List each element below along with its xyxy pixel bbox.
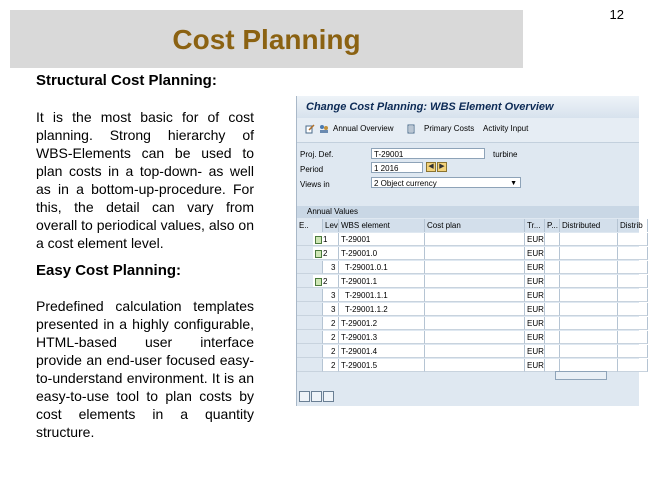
currency-cell: EUR — [527, 235, 544, 244]
hierarchy-node-icon[interactable] — [315, 250, 322, 258]
currency-cell: EUR — [527, 263, 544, 272]
table-row[interactable] — [297, 345, 639, 359]
currency-cell: EUR — [527, 305, 544, 314]
level-cell — [323, 345, 339, 358]
wbs-cell[interactable]: T-29001 — [339, 233, 425, 246]
cost-plan-cell[interactable] — [425, 275, 525, 288]
level-cell — [313, 275, 339, 288]
period-prev-button[interactable]: ◀ — [426, 162, 436, 172]
currency-cell: EUR — [527, 347, 544, 356]
distrib-cell — [618, 331, 648, 344]
wbs-cell[interactable]: T-29001.3 — [339, 331, 425, 344]
level-cell — [323, 331, 339, 344]
p-cell — [545, 261, 560, 274]
cost-plan-cell[interactable] — [425, 331, 525, 344]
select-icon[interactable] — [311, 391, 322, 402]
proj-def-description: turbine — [493, 150, 518, 159]
col-header-lev[interactable]: Lev — [325, 221, 338, 230]
distrib-cell — [618, 261, 648, 274]
cost-plan-cell[interactable] — [425, 233, 525, 246]
p-cell — [545, 303, 560, 316]
table-row[interactable] — [297, 233, 639, 247]
currency-cell: EUR — [527, 319, 544, 328]
grid-icon[interactable] — [299, 391, 310, 402]
p-cell — [545, 247, 560, 260]
distributed-cell — [560, 331, 618, 344]
col-header-distrib[interactable]: Distrib — [618, 219, 648, 232]
distributed-cell — [560, 289, 618, 302]
distributed-cell — [560, 247, 618, 260]
level-text: 2 — [331, 347, 336, 356]
grid-title — [297, 206, 639, 218]
cost-plan-cell[interactable] — [425, 261, 525, 274]
level-cell — [323, 359, 339, 372]
currency-cell: EUR — [527, 249, 544, 258]
level-cell — [313, 247, 339, 260]
distributed-cell — [560, 233, 618, 246]
level-cell — [323, 261, 339, 274]
level-text: 2 — [323, 277, 328, 286]
distrib-cell — [618, 359, 648, 372]
table-row[interactable] — [297, 331, 639, 345]
paragraph-easy: Predefined calculation templates presented in a highly configurable, HTML-based user interface provide an end-user focused easy-to-understand environment. It is an easy-to-use tool to plan costs by cost elements in a quantity structure. — [36, 298, 254, 440]
col-header-wbs[interactable]: WBS element — [339, 219, 425, 232]
cost-plan-cell[interactable] — [425, 247, 525, 260]
people-icon[interactable] — [319, 124, 329, 134]
currency-cell: EUR — [527, 291, 544, 300]
level-text: 2 — [331, 361, 336, 370]
wbs-cell[interactable]: T-29001.4 — [339, 345, 425, 358]
bottom-toolbar — [299, 391, 335, 404]
distrib-cell — [618, 247, 648, 260]
distrib-cell — [618, 275, 648, 288]
table-row[interactable] — [297, 247, 639, 261]
grid-header — [297, 219, 643, 232]
distributed-cell — [560, 275, 618, 288]
distrib-cell — [618, 317, 648, 330]
col-header-cost-plan[interactable]: Cost plan — [425, 219, 525, 232]
cost-plan-cell[interactable] — [425, 359, 525, 372]
proj-def-field[interactable]: T-29001 — [371, 148, 485, 159]
p-cell — [545, 345, 560, 358]
period-next-button[interactable]: ▶ — [437, 162, 447, 172]
hierarchy-node-icon[interactable] — [315, 278, 322, 286]
sap-title-text: Change Cost Planning: WBS Element Overview — [306, 101, 554, 113]
slide-title: Cost Planning — [172, 24, 361, 55]
table-row[interactable] — [297, 261, 639, 275]
level-cell — [323, 289, 339, 302]
col-header-distributed[interactable]: Distributed — [560, 219, 618, 232]
sap-toolbar — [297, 118, 639, 143]
paragraph-structural: It is the most basic for of cost planning. Strong hierarchy of WBS-Elements can be used to plan costs in a top-down- as well as in a bottom-up-procedure. For this, the detail can vary from overall to periodical values, also on a cost element level. — [36, 109, 254, 251]
row-selector[interactable] — [297, 317, 323, 330]
period-field[interactable]: 1 2016 — [371, 162, 423, 173]
wbs-cell[interactable]: T-29001.2 — [339, 317, 425, 330]
document-icon[interactable] — [406, 124, 416, 134]
edit-icon[interactable] — [305, 124, 315, 134]
details-icon[interactable] — [323, 391, 334, 402]
sap-window-title — [297, 96, 639, 119]
p-cell — [545, 289, 560, 302]
level-text: 3 — [331, 291, 336, 300]
wbs-cell[interactable]: T-29001.0 — [339, 247, 425, 260]
wbs-cell[interactable]: T-29001.1.1 — [339, 289, 425, 302]
row-selector[interactable] — [297, 261, 323, 274]
wbs-cell[interactable]: T-29001.5 — [339, 359, 425, 372]
distrib-cell — [618, 289, 648, 302]
row-selector[interactable] — [297, 331, 323, 344]
col-header-e[interactable]: E.. — [297, 219, 323, 232]
sap-screenshot — [296, 96, 643, 406]
table-row[interactable] — [297, 289, 639, 303]
p-cell — [545, 275, 560, 288]
p-cell — [545, 233, 560, 246]
level-cell — [323, 303, 339, 316]
slide-title-bar — [10, 10, 523, 68]
period-label: Period — [300, 165, 324, 174]
table-row[interactable] — [297, 303, 639, 317]
level-text: 1 — [323, 235, 328, 244]
p-cell — [545, 331, 560, 344]
views-in-value: 2 Object currency — [374, 179, 437, 188]
cost-plan-cell[interactable] — [425, 317, 525, 330]
views-in-label: Views in — [300, 180, 330, 189]
level-text: 2 — [323, 249, 328, 258]
currency-cell: EUR — [527, 333, 544, 342]
distributed-cell — [560, 303, 618, 316]
distrib-cell — [618, 233, 648, 246]
col-header-tr[interactable]: Tr... — [525, 219, 545, 232]
activity-input-button[interactable]: Activity Input — [483, 124, 529, 133]
grid-title-text: Annual Values — [307, 207, 358, 216]
row-selector[interactable] — [297, 345, 323, 358]
horizontal-scrollbar[interactable] — [555, 371, 607, 380]
table-row[interactable] — [297, 275, 639, 289]
table-row[interactable] — [297, 317, 639, 331]
proj-def-label: Proj. Def. — [300, 150, 334, 159]
level-cell — [323, 317, 339, 330]
row-selector[interactable] — [297, 359, 323, 372]
wbs-cell[interactable]: T-29001.0.1 — [339, 261, 425, 274]
level-text: 3 — [331, 305, 336, 314]
slide-number: 12 — [609, 7, 624, 22]
wbs-cell[interactable]: T-29001.1 — [339, 275, 425, 288]
annual-overview-button[interactable]: Annual Overview — [333, 124, 394, 133]
level-text: 2 — [331, 333, 336, 342]
heading-easy: Easy Cost Planning: — [36, 262, 182, 279]
distributed-cell — [560, 345, 618, 358]
cost-plan-cell[interactable] — [425, 345, 525, 358]
p-cell — [545, 317, 560, 330]
col-header-p[interactable]: P... — [545, 219, 560, 232]
chevron-down-icon[interactable]: ▼ — [510, 180, 517, 187]
hierarchy-node-icon[interactable] — [315, 236, 322, 244]
distrib-cell — [618, 345, 648, 358]
level-text: 2 — [331, 319, 336, 328]
level-text: 3 — [331, 263, 336, 272]
currency-cell: EUR — [527, 361, 544, 370]
currency-cell: EUR — [527, 277, 544, 286]
level-cell — [313, 233, 339, 246]
cost-plan-cell[interactable] — [425, 289, 525, 302]
primary-costs-button[interactable]: Primary Costs — [424, 124, 475, 133]
heading-structural: Structural Cost Planning: — [36, 72, 217, 89]
distributed-cell — [560, 317, 618, 330]
distrib-cell — [618, 303, 648, 316]
distributed-cell — [560, 261, 618, 274]
row-selector[interactable] — [297, 303, 323, 316]
row-selector[interactable] — [297, 289, 323, 302]
cost-plan-cell[interactable] — [425, 303, 525, 316]
views-in-select[interactable] — [371, 177, 521, 188]
wbs-cell[interactable]: T-29001.1.2 — [339, 303, 425, 316]
